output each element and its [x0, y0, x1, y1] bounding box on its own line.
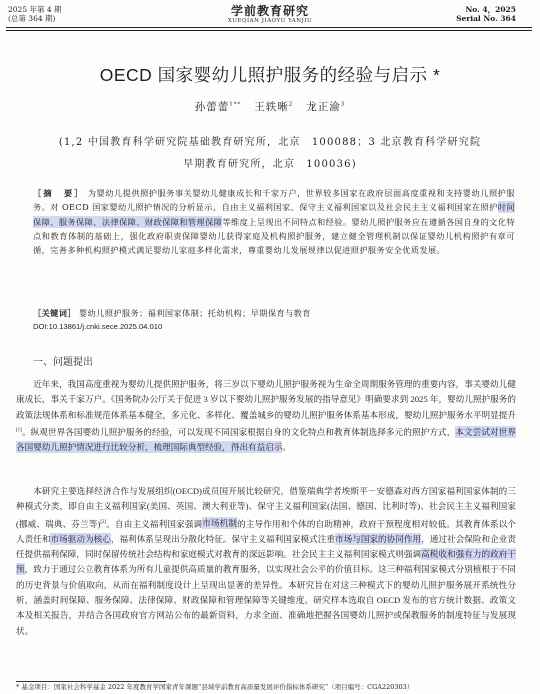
abstract-text-2: 等维度上呈现出不同特点和经验。婴幼儿照护服务应在遵循各国自身的文化特点和教育体制的基础上，强化政府职责保障婴幼儿获得家庭及机构照护服务，建立健全管理机制以保证婴幼儿机构照护有章可循，完善多种机构照护模式满足婴幼儿家庭多样化需求，尊重婴幼儿发展规律以促进照护服务安全优质发展。 — [33, 216, 515, 256]
p2-text-6: ，致力于通过公立教育体系为所有儿童提供高质量的教育服务，以实现社会公平的价值目标。这三种福利国家模式分别植根于不同的历史背景与价值取向，从而在福利制度设计上呈现出显著的差异性。本研究旨在对这三种模式下的婴幼儿照护服务展开系统性分析，涵盖时间保障、服务保障、法律保障、财政保障和管理保障等关键维度。研究样本选取自 OECD 发布的官方统计数据、政策文本及相关报告，并结合各国政府官方网站公布的最新资料，力求全面、准确地把握各国婴幼儿照护或保教服务的制度特征与发展现状。 — [16, 564, 516, 636]
p2-text-1: 本研究主要选择经济合作与发展组织(OECD)成员国开展比较研究，借鉴瑞典学者埃斯平－安德森对西方国家福利国家体制的三种模式分类，即自由主义福利国家(美国、英国、澳大利亚等)、保守主义福利国家(法国、德国、比利时等)、社会民主主义福利国家(挪威、瑞典、芬兰等) — [16, 486, 516, 529]
journal-header — [0, 0, 540, 30]
p1-text-2: 。纵观世界各国婴幼儿照护服务的经验，可以发现不同国家根据自身的文化特点和教育体制选择多元的照护方式， — [21, 426, 456, 437]
footnote: * 基金项目：国家社会科学基金 2022 年度教育学国家青年课题“县域学前教育高质量发展评价指标体系研究”（项目编号：CGA220303） — [16, 683, 414, 691]
journal-name-en: XUEQIAN JIAOYU YANJIU — [227, 18, 313, 24]
paragraph-2 — [16, 484, 516, 639]
author-3: 龙正渝 — [306, 101, 341, 113]
keywords-label: ［关键词］ — [33, 308, 76, 318]
journal-title — [170, 2, 370, 24]
p2-highlight-1: 市场机制 — [202, 518, 238, 529]
paragraph-1 — [16, 377, 516, 455]
author-3-affil: 3 — [340, 101, 346, 108]
article-title: OECD 国家婴幼儿照护服务的经验与启示 * — [99, 65, 441, 85]
abstract — [33, 186, 515, 257]
p2-text-3: 的主导作用和个体的自助精神，政府干预程度相对较低。其教育体系以个人责任和 — [16, 518, 516, 544]
author-1: 孙蕾蕾 — [194, 101, 230, 113]
abstract-label: ［摘 要］ — [33, 188, 85, 198]
keywords-text: 婴幼儿照护服务；福利国家体制；托幼机构；早期保育与教育 — [78, 308, 311, 318]
abstract-highlight: 时间保障、服务保障、法律保障、财政保障和管理保障 — [33, 202, 516, 227]
p2-text-5: ，通过社会保险和企业责任提供福利保障，同时保留传统社会结构和家庭模式对教育的深远影响。社会民主主义福利国家模式则强调 — [16, 533, 516, 560]
serial-number-cn: (总第 364 期) — [8, 14, 56, 23]
p2-text-2: 。自由主义福利国家强调 — [106, 518, 203, 529]
issue-number-cn: 2025 年第 4 期 — [8, 5, 62, 14]
journal-name-cn: 学前教育研究 — [230, 4, 309, 18]
p1-ref-1: [1] — [16, 427, 22, 433]
p2-highlight-4: 高税收和强有力的政府干预 — [16, 549, 516, 575]
issue-info-en — [456, 5, 516, 23]
issue-number-en: No. 4，2025 — [465, 5, 516, 14]
abstract-text-1: 为婴幼儿提供照护服务事关婴幼儿健康成长和千家万户，世界较多国家在政府层面高度重视和支持婴幼儿照护服务。对 OECD 国家婴幼儿照护情况的分析显示，自由主义福利国家、保守主义福利国家以及社会民主主义福利国家在照护 — [33, 188, 515, 213]
section-heading: 一、问题提出 — [33, 357, 93, 368]
serial-number-en: Serial No. 364 — [456, 14, 516, 23]
p2-text-4: ，福利体系呈现出分散化特征。保守主义福利国家模式注重 — [110, 533, 335, 544]
header-rule-thin — [6, 30, 532, 31]
doi: DOI:10.13861/j.cnki.sece.2025.04.010 — [33, 322, 163, 331]
keywords — [33, 307, 515, 319]
p1-highlight: 本文尝试对世界各国婴幼儿照护情况进行比较分析，梳理国际典型经验，得出有益启示 — [16, 426, 516, 453]
p2-highlight-2: 市场驱动为核心 — [50, 533, 111, 544]
header-rule-thick — [6, 27, 532, 28]
author-list — [0, 99, 540, 114]
p1-text-1: 近年来，我国高度重视为婴幼儿提供照护服务，将三岁以下婴幼儿照护服务视为生命全周期服务管理的重要内容，事关婴幼儿健康成长，事关千家万户。《国务院办公厅关于促进 3 岁以下婴幼儿照护服务发展的指导意见》明确要求到 2025 年，婴幼儿照护服务的政策法规体系和标准规范体系基本健全，多元化、多样化、覆盖城乡的婴幼儿照护服务体系基本形成，婴幼儿照护服务水平明显提升 — [16, 379, 516, 420]
affiliation-line-1: (1,2 中国教育科学研究院基础教育研究所，北京 100088；3 北京教育科学研究院 — [58, 137, 482, 148]
p1-text-3: 。 — [282, 442, 292, 453]
p2-highlight-3: 市场与国家的协同作用 — [334, 533, 422, 544]
author-2-affil: 2 — [288, 101, 294, 108]
p2-ref-1: [2] — [100, 519, 107, 525]
author-2: 王轶晰 — [254, 101, 289, 113]
footnote-rule — [16, 681, 166, 682]
author-1-affil: 1** — [229, 101, 242, 108]
affiliation-line-2: 早期教育研究所，北京 100036) — [183, 159, 357, 170]
issue-info-cn — [8, 5, 62, 23]
